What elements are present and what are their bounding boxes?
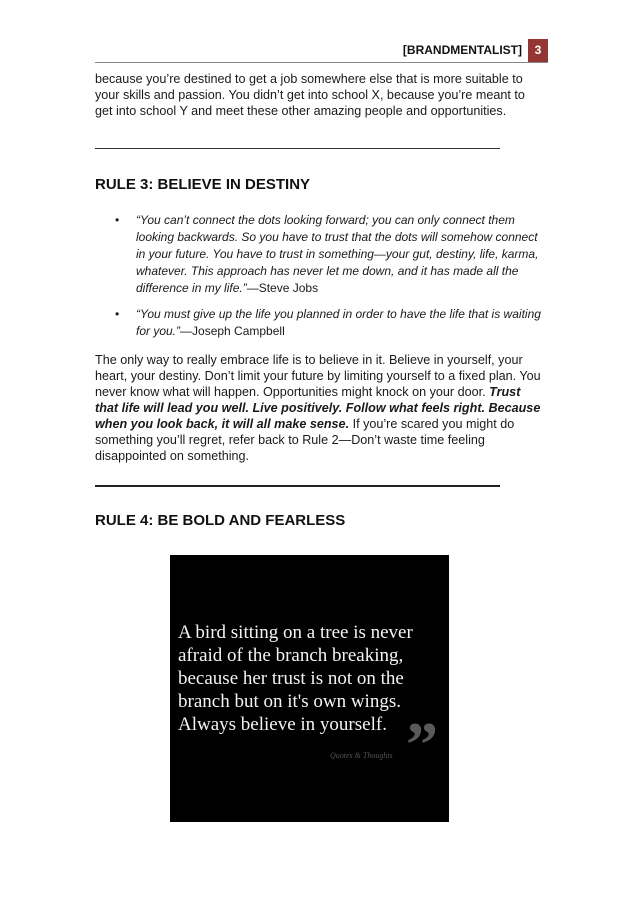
- image-watermark: Quotes & Thoughts: [330, 751, 393, 760]
- paragraph-emphasis: Trust that life will lead you well. Live positively. Follow what feels right. Because when you look back, it will all make sense.: [95, 385, 541, 431]
- rule-3-heading: RULE 3: BELIEVE IN DESTINY: [95, 176, 311, 193]
- bullet: •: [115, 213, 120, 227]
- image-quote-line: branch but on it's own wings.: [178, 691, 401, 712]
- header-rule: [95, 62, 548, 63]
- image-quote-line: Always believe in yourself.: [178, 714, 387, 735]
- page-header: [95, 39, 548, 63]
- image-quote-line: afraid of the branch breaking,: [178, 645, 404, 666]
- page-number: 3: [528, 39, 548, 62]
- quote-author: —Steve Jobs: [246, 281, 319, 295]
- quote-text: “You can’t connect the dots looking forward; you can only connect them looking backwards. So you have to trust that the dots will somehow connect in your future. You have to trust in something—your gut, destiny, life, karma, whatever. This approach has never let me down, and it has made all the difference in my life.”: [136, 213, 539, 295]
- paragraph-text: If you’re scared you might do something you’ll regret, refer back to Rule 2—Don’t waste time feeling disappointed on something.: [95, 417, 515, 463]
- section-separator: [95, 148, 500, 149]
- quote-steve-jobs: [115, 212, 545, 297]
- image-quote-line: A bird sitting on a tree is never: [178, 622, 413, 643]
- section-separator: [95, 485, 500, 487]
- quote-author: —Joseph Campbell: [180, 324, 285, 338]
- quote-body: [136, 212, 545, 297]
- paragraph-believe: [95, 352, 545, 464]
- paragraph-intro: because you’re destined to get a job somewhere else that is more suitable to your skills and passion. You didn’t get into school X, because you’re meant to get into school Y and meet these other amazing people and opportunities.: [95, 72, 525, 118]
- quote-body: [136, 306, 545, 340]
- quote-joseph-campbell: [115, 306, 545, 340]
- closing-quote-mark-icon: ”: [406, 709, 438, 780]
- paragraph-text: The only way to really embrace life is to believe in it. Believe in yourself, your heart, your destiny. Don’t limit your future by limiting yourself to a fixed plan. You never know what will happen. Opportunities might knock on your door.: [95, 353, 541, 399]
- bullet: •: [115, 307, 120, 321]
- quote-image: [170, 555, 449, 822]
- rule-4-heading: RULE 4: BE BOLD AND FEARLESS: [95, 512, 346, 529]
- header-title: [BRANDMENTALIST]: [402, 43, 522, 57]
- image-quote-line: because her trust is not on the: [178, 668, 404, 689]
- quote-text: “You must give up the life you planned in order to have the life that is waiting for you.”: [136, 307, 541, 338]
